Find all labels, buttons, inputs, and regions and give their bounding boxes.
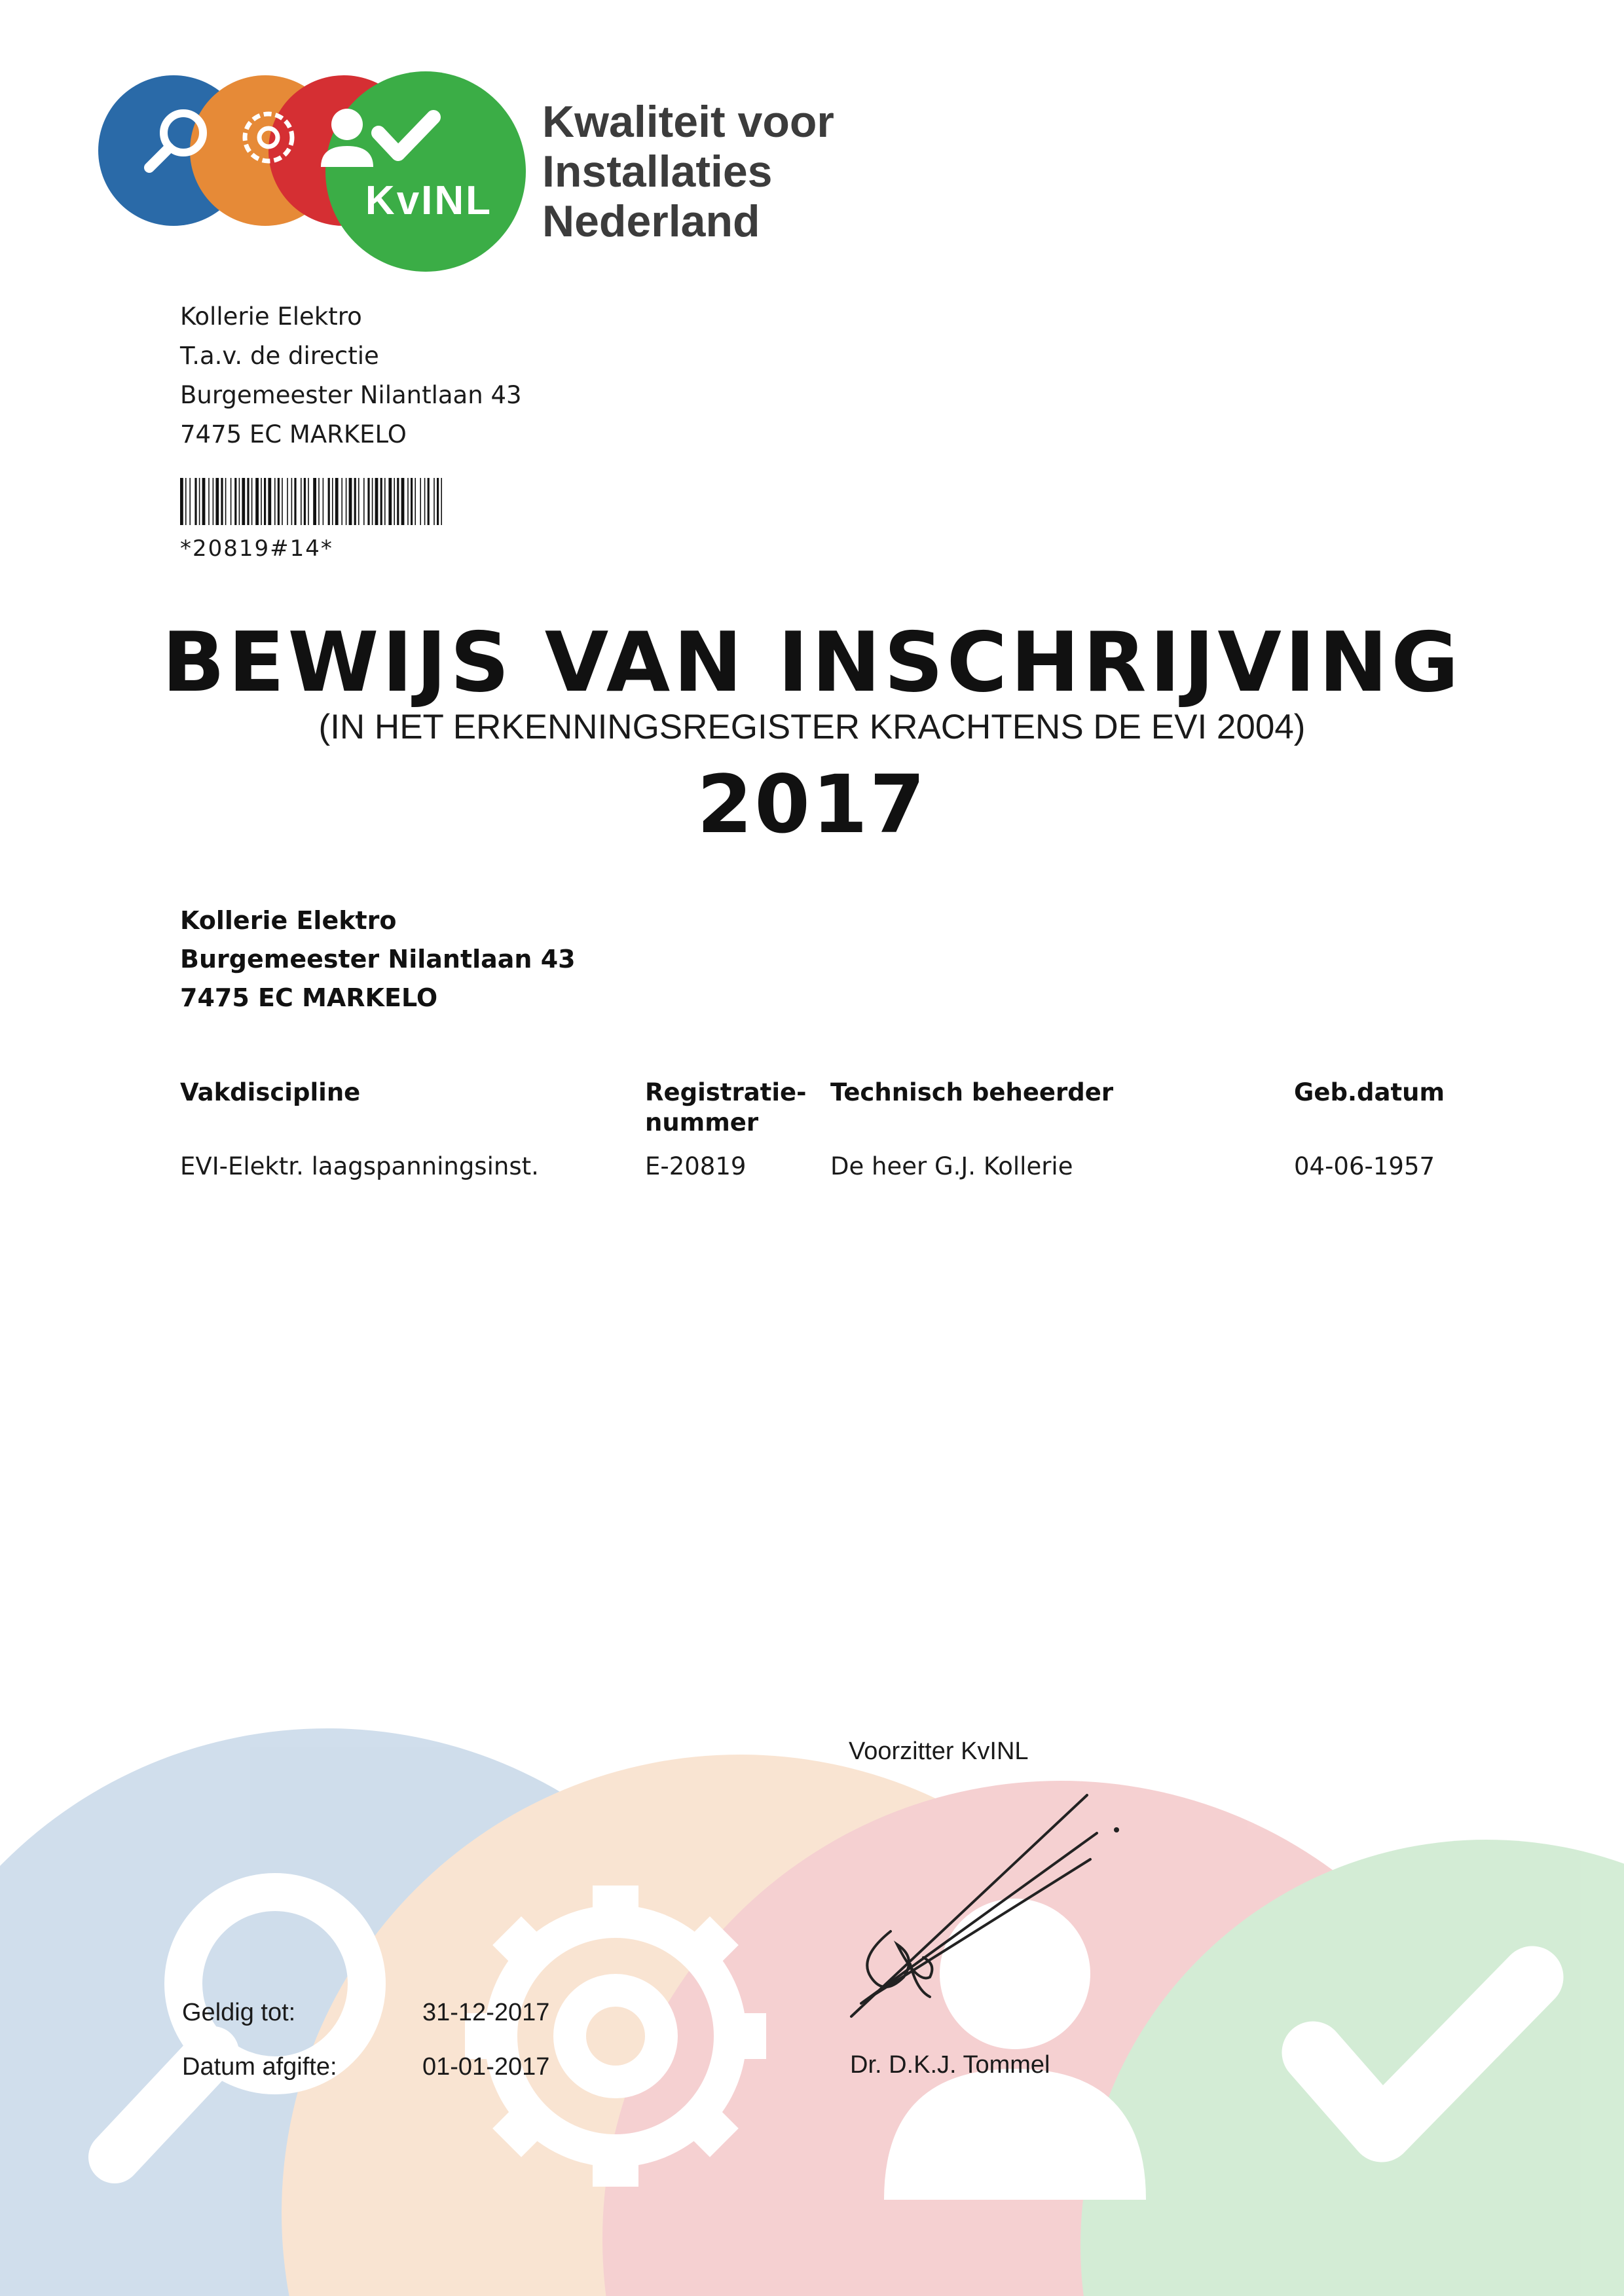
kvinl-logo (98, 69, 530, 278)
cell-manager: De heer G.J. Kollerie (830, 1152, 1073, 1180)
barcode-bar (394, 478, 395, 525)
barcode-bar (234, 478, 236, 525)
barcode-bar (304, 478, 306, 525)
barcode-bar (415, 478, 416, 525)
barcode-bar (189, 478, 191, 525)
barcode-bar (282, 478, 283, 525)
barcode-bar (372, 478, 373, 525)
barcode-bar (261, 478, 262, 525)
barcode-bar (308, 478, 309, 525)
barcode-bar (264, 478, 266, 525)
company-city: 7475 EC MARKELO (180, 983, 438, 1012)
barcode-bar (225, 478, 227, 525)
recipient-line3: Burgemeester Nilantlaan 43 (180, 381, 522, 409)
barcode-bar (328, 478, 330, 525)
barcode-bar (221, 478, 223, 525)
barcode-bar (287, 478, 288, 525)
barcode-bar (358, 478, 360, 525)
barcode-bar (407, 478, 409, 525)
handwritten-signature (832, 1781, 1146, 2043)
barcode-bar (323, 478, 324, 525)
barcode-bar (268, 478, 271, 525)
signatory-name: Dr. D.K.J. Tommel (850, 2051, 1050, 2079)
barcode-bar (420, 478, 421, 525)
logo-tagline-line3: Nederland (542, 196, 760, 246)
header-manager: Technisch beheerder (830, 1078, 1114, 1106)
barcode-bar (437, 478, 439, 525)
barcode-bar (278, 478, 280, 525)
barcode-bar (349, 478, 352, 525)
barcode-bar (401, 478, 405, 525)
barcode-bar (202, 478, 206, 525)
valid-until-value: 31-12-2017 (422, 1999, 550, 2026)
barcode-bar (354, 478, 356, 525)
barcode (180, 478, 442, 525)
company-street: Burgemeester Nilantlaan 43 (180, 945, 576, 974)
barcode-bar (318, 478, 320, 525)
company-name: Kollerie Elektro (180, 906, 397, 935)
barcode-bar (332, 478, 333, 525)
logo-badge-text: KvINL (365, 178, 493, 223)
barcode-bar (428, 478, 430, 525)
header-regnr-line2: nummer (645, 1108, 759, 1137)
barcode-bar (215, 478, 219, 525)
header-regnr (645, 1078, 807, 1138)
barcode-bar (375, 478, 378, 525)
barcode-bar (199, 478, 200, 525)
recipient-line4: 7475 EC MARKELO (180, 420, 407, 448)
barcode-bar (388, 478, 392, 525)
issue-date-value: 01-01-2017 (422, 2053, 550, 2081)
barcode-bar (242, 478, 245, 525)
cell-dob: 04-06-1957 (1294, 1152, 1435, 1180)
barcode-bar (301, 478, 302, 525)
barcode-bar (255, 478, 259, 525)
barcode-bar (434, 478, 435, 525)
header-regnr-line1: Registratie- (645, 1078, 807, 1106)
valid-until-label: Geldig tot: (182, 1999, 296, 2026)
barcode-bar (367, 478, 369, 525)
barcode-bar (231, 478, 232, 525)
issue-date-label: Datum afgifte: (182, 2053, 337, 2081)
barcode-bar (397, 478, 399, 525)
barcode-bar (208, 478, 210, 525)
logo-tagline-line2: Installaties (542, 147, 773, 196)
barcode-bar (341, 478, 342, 525)
barcode-bar (335, 478, 339, 525)
barcode-bar (384, 478, 386, 525)
barcode-text: *20819#14* (180, 536, 333, 562)
barcode-bar (346, 478, 347, 525)
logo-green-circle (325, 71, 526, 272)
barcode-bar (291, 478, 293, 525)
document-subtitle: (IN HET ERKENNINGSREGISTER KRACHTENS DE EVI 2004) (318, 708, 1306, 746)
barcode-bar (424, 478, 426, 525)
recipient-line2: T.a.v. de directie (180, 342, 379, 370)
header-discipline: Vakdiscipline (180, 1078, 361, 1106)
cell-regnr: E-20819 (645, 1152, 747, 1180)
barcode-bar (180, 478, 183, 525)
barcode-bar (194, 478, 196, 525)
cell-discipline: EVI-Elektr. laagspanningsinst. (180, 1152, 539, 1180)
recipient-line1: Kollerie Elektro (180, 302, 362, 331)
barcode-bar (441, 478, 442, 525)
barcode-bar (213, 478, 214, 525)
barcode-bar (251, 478, 253, 525)
barcode-bar (380, 478, 382, 525)
document-year: 2017 (697, 758, 927, 851)
document-title: BEWIJS VAN INSCHRIJVING (162, 614, 1462, 710)
signatory-role: Voorzitter KvINL (849, 1738, 1029, 1765)
barcode-bar (313, 478, 316, 525)
logo-tagline-line1: Kwaliteit voor (542, 97, 834, 147)
barcode-bar (239, 478, 240, 525)
header-dob: Geb.datum (1294, 1078, 1445, 1106)
barcode-bar (411, 478, 413, 525)
barcode-bar (247, 478, 249, 525)
barcode-bar (185, 478, 187, 525)
barcode-bar (363, 478, 365, 525)
barcode-bar (274, 478, 276, 525)
barcode-bar (294, 478, 296, 525)
